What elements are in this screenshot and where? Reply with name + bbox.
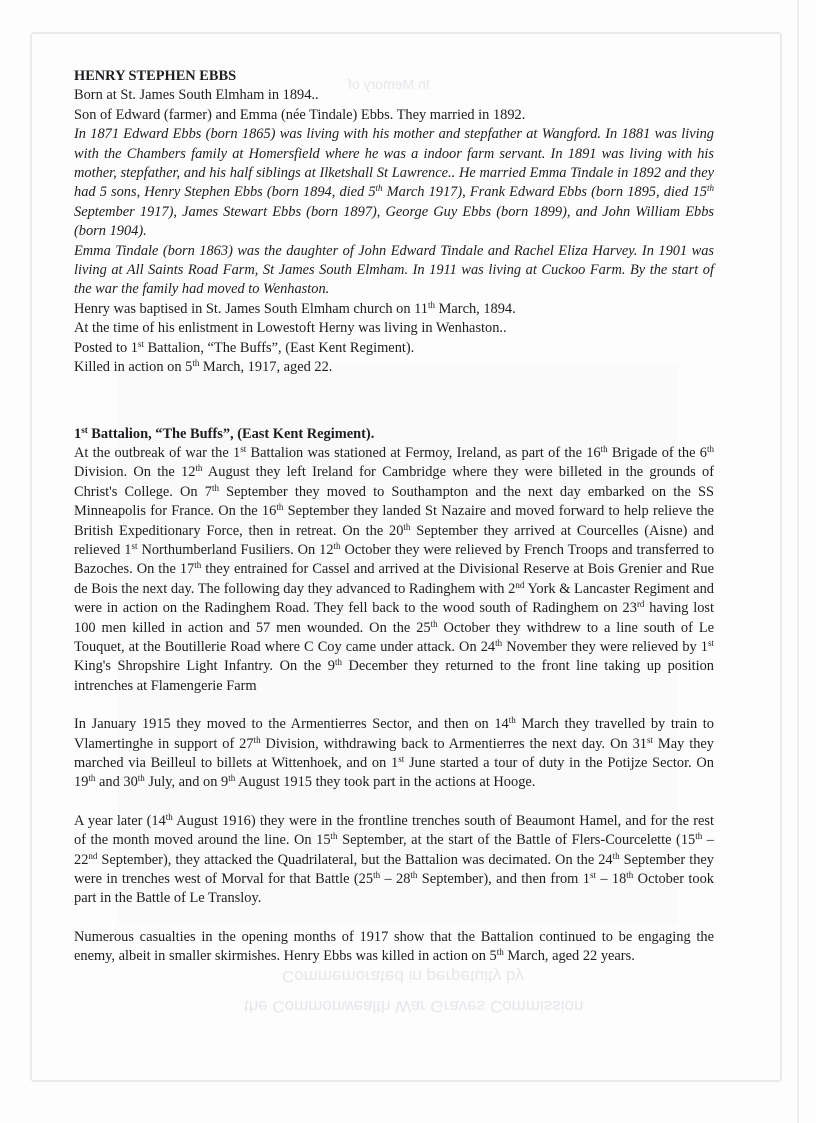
text-run: September they moved to Southampton and the next day embarked on the SS Minneapolis for France. On the 16 <box>74 483 714 520</box>
ordinal-suffix: nd <box>515 579 525 590</box>
text-run: November they were relieved by 1 <box>502 638 708 655</box>
text-run: and 30 <box>95 774 138 791</box>
battalion-paragraph-1914 <box>74 444 714 696</box>
text-run: May they marched via Beilleul to billets at Wittenhoek, and on 1 <box>74 735 714 771</box>
ordinal-suffix: st <box>646 734 653 745</box>
text-run: October took part in the Battle of Le Transloy. <box>74 871 714 907</box>
ordinal-suffix: st <box>131 540 138 551</box>
birth-line: Born at St. James South Elmham in 1894.. <box>74 87 319 104</box>
ordinal-suffix: th <box>695 831 703 842</box>
ordinal-suffix: th <box>195 463 203 474</box>
text-run: York & Lancaster Regiment and were in action on the Radinghem Road. They fell back to the wood south of Radinghem on 23 <box>74 580 714 617</box>
text-run: having lost 100 men killed in action and 57 men wounded. On the 25 <box>74 600 714 636</box>
ordinal-suffix: th <box>334 657 342 668</box>
enlistment-line: At the time of his enlistment in Lowestoft Herny was living in Wenhaston.. <box>74 320 507 337</box>
text-run: August 1916) they were in the frontline trenches south of Beaumont Hamel, and for the rest of the month moved around the line. On 15 <box>74 812 714 849</box>
ordinal-suffix: th <box>276 502 284 513</box>
text-run: June started a tour of duty in the Potijze Sector. On 19 <box>74 755 714 791</box>
ordinal-suffix: th <box>333 540 341 551</box>
text-run: they entrained for Cassel and arrived at the Divisional Reserve at Bois Grenier and Rue de Bois the next day. The following day they advanced to Radinghem with 2 <box>74 561 714 597</box>
ordinal-suffix: th <box>495 637 503 648</box>
ordinal-suffix: th <box>410 870 418 881</box>
ordinal-suffix: th <box>228 773 236 784</box>
ordinal-suffix: th <box>373 870 381 881</box>
text-run: King's Shropshire Light Infantry. On the 9 <box>74 658 335 675</box>
bleed-through-bottom-1: Commemorated in perpetuity by <box>282 967 524 986</box>
ordinal-suffix: rd <box>636 599 645 610</box>
text-run: March they travelled by train to Vlamertinghe in support of 27 <box>74 716 715 752</box>
bleed-through-bottom-2: the Commonwealth War Graves Commission <box>244 997 584 1016</box>
ordinal-suffix: th <box>612 850 620 861</box>
text-run: – 22 <box>74 832 714 868</box>
text-run: – 28 <box>380 871 411 888</box>
text-run: August they left Ireland for Cambridge where they were billeted in the grounds of Christ's College. On 7 <box>74 464 715 500</box>
text-run: March, aged 22 years. <box>503 948 635 965</box>
scan-edge-line <box>797 0 799 1123</box>
ordinal-suffix: th <box>706 443 714 454</box>
ordinal-suffix: th <box>253 734 261 745</box>
battalion-paragraph-1916 <box>74 812 714 909</box>
battalion-paragraph-1917 <box>74 928 714 967</box>
ordinal-suffix: th <box>626 870 634 881</box>
text-run: September), they attacked the Quadrilateral, but the Battalion was decimated. On the 24 <box>97 851 613 868</box>
baptism-line: Henry was baptised in St. James South Elmham church on 11th March, 1894. <box>74 299 516 317</box>
ordinal-suffix: th <box>165 811 173 822</box>
parents-line: Son of Edward (farmer) and Emma (née Tindale) Ebbs. They married in 1892. <box>74 106 526 123</box>
death-line: Killed in action on 5th March, 1917, aged 22. <box>74 358 333 376</box>
text-run: At the outbreak of war the 1 <box>74 444 241 461</box>
text-run: September they arrived at Courcelles (Aisne) and relieved 1 <box>74 522 715 558</box>
text-run: In January 1915 they moved to the Armentierres Sector, and then on 14 <box>74 716 509 733</box>
ordinal-suffix: st <box>398 754 405 764</box>
ordinal-suffix: th <box>194 560 202 571</box>
text-run: – 18 <box>595 871 627 888</box>
text-run: September they landed St Nazaire and moved forward to help relieve the British Expeditionary Force, then in retreat. On the 20 <box>74 503 714 539</box>
ordinal-suffix: st <box>589 870 596 881</box>
ordinal-suffix: th <box>430 618 438 629</box>
text-run: September they were in trenches west of Morval for that Battle (25 <box>74 851 714 888</box>
text-run: Division, withdrawing back to Armentierres the next day. On 31 <box>260 735 647 752</box>
bleed-through-top: In Memory of <box>348 76 430 92</box>
text-run: A year later (14 <box>74 812 166 829</box>
battalion-paragraph-1915 <box>74 715 714 793</box>
father-history: In 1871 Edward Ebbs (born 1865) was living with his mother and stepfather at Wangford. In 1881 was living with the Chambers family at Homersfield where he was a indoor farm servant. In 1891 was living with his mother, stepfather, and his half siblings at Ilketshall St Lawrence.. He married Emma Tindale in 1892 and they had 5 sons, Henry Stephen Ebbs (born 1894, died 5th March 1917), Frank Edward Ebbs (born 1895, died 15th September 1917), James Stewart Ebbs (born 1897), George Guy Ebbs (born 1899), and John William Ebbs (born 1904). <box>74 126 714 240</box>
text-run: Numerous casualties in the opening months of 1917 show that the Battalion continued to be engaging the enemy, albeit in smaller skirmishes. Henry Ebbs was killed in action on 5 <box>74 928 714 965</box>
ordinal-suffix: nd <box>88 850 98 861</box>
ordinal-suffix: th <box>211 482 219 493</box>
text-run: October they withdrew to a line south of Le Touquet, at the Boutillerie Road where C Coy came under attack. On 24 <box>74 619 714 655</box>
text-run: July, and on 9 <box>144 774 229 791</box>
mother-history: Emma Tindale (born 1863) was the daughter of John Edward Tindale and Rachel Eliza Harvey. In 1901 was living at All Saints Road Farm, St James South Elmham. In 1911 was living at Cuckoo Farm. By the start of the war the family had moved to Wenhaston. <box>74 242 714 298</box>
ordinal-suffix: th <box>137 773 145 784</box>
ordinal-suffix: st <box>240 443 247 454</box>
ordinal-suffix: th <box>508 715 516 726</box>
text-run: December they returned to the front line taking up position intrenches at Flamengerie Farm <box>74 658 714 694</box>
text-run: Brigade of the 6 <box>607 444 707 461</box>
text-run: August 1915 they took part in the actions at Hooge. <box>235 774 536 791</box>
ordinal-suffix: th <box>496 947 504 958</box>
ordinal-suffix: st <box>707 637 714 648</box>
ordinal-suffix: th <box>330 831 338 842</box>
text-run: Northumberland Fusiliers. On 12 <box>137 541 334 558</box>
ordinal-suffix: th <box>600 443 608 454</box>
soldier-name: HENRY STEPHEN EBBS <box>74 68 237 84</box>
text-run: September, at the start of the Battle of Flers-Courcelette (15 <box>337 832 696 849</box>
battalion-heading: 1st Battalion, “The Buffs”, (East Kent Regiment). <box>74 424 375 442</box>
text-run: October they were relieved by French Troops and transferred to Bazoches. On the 17 <box>74 541 715 578</box>
ordinal-suffix: th <box>88 773 96 784</box>
text-run: Battalion was stationed at Fermoy, Ireland, as part of the 16 <box>246 444 601 461</box>
document-content <box>74 67 714 986</box>
text-run: Division. On the 12 <box>74 464 196 481</box>
ordinal-suffix: th <box>403 521 411 532</box>
text-run: September), and then from 1 <box>417 871 590 888</box>
posting-line: Posted to 1st Battalion, “The Buffs”, (East Kent Regiment). <box>74 338 415 356</box>
